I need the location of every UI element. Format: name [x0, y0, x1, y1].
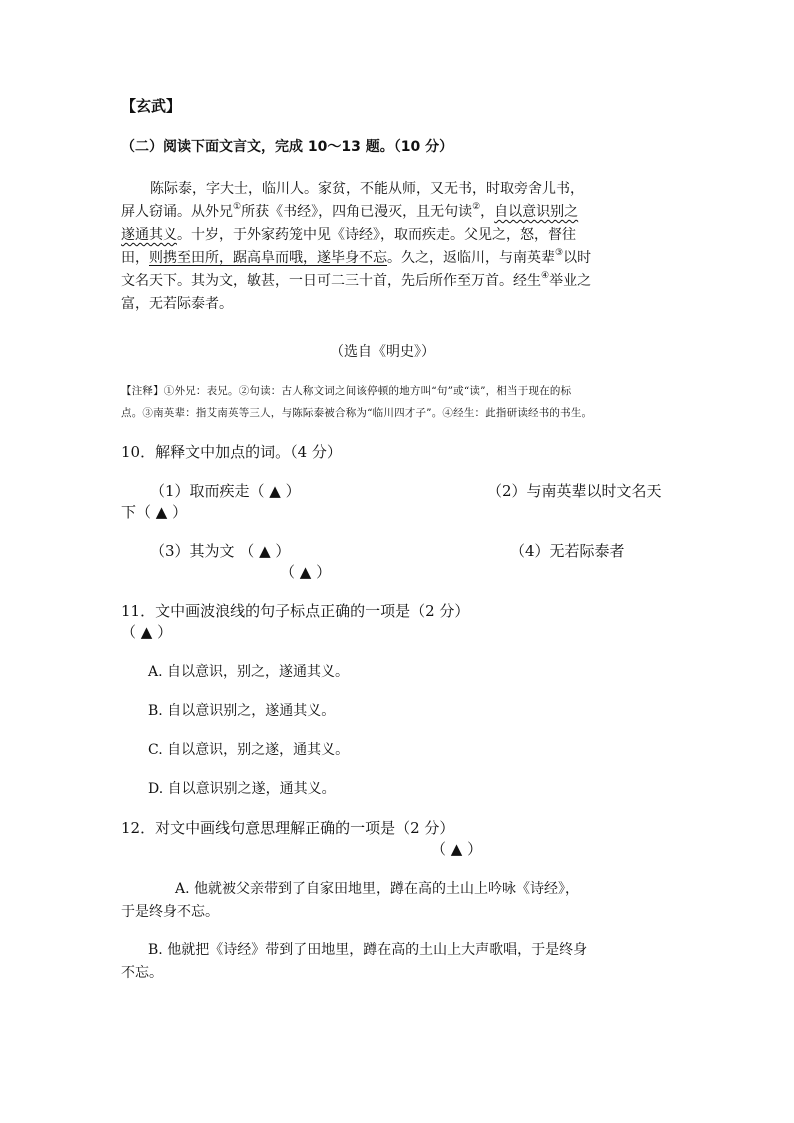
note-marker: ④	[541, 271, 550, 281]
passage-text: 举业之	[549, 273, 592, 289]
passage-text: 。久之，返临川，与南英辈	[387, 250, 555, 266]
question-11-option-d: D. 自以意识别之遂，通其义。	[148, 781, 336, 797]
question-10-item-1: （1）取而疾走（ ▲ ）	[150, 482, 301, 500]
passage-line	[121, 270, 591, 290]
passage-line	[121, 247, 591, 267]
section-heading: （二）阅读下面文言文，完成 10～13 题。（10 分）	[121, 139, 454, 155]
question-12-option-b-cont: 不忘。	[121, 965, 163, 981]
question-10-item-4: （4）无若际泰者	[510, 542, 625, 560]
wavy-underlined-sentence: 遂通其义	[121, 227, 177, 243]
question-11-option-b: B. 自以意识别之，遂通其义。	[148, 703, 336, 719]
passage-text: 以时	[563, 250, 592, 266]
question-12-answer-blank: （ ▲ ）	[431, 840, 483, 858]
question-12-stem: 12．对文中画线句意思理解正确的一项是（2 分）	[121, 819, 455, 837]
question-11-option-c: C. 自以意识，别之遂，通其义。	[148, 742, 350, 758]
passage-text: ，	[480, 204, 495, 220]
passage-line: 富，无若际泰者。	[121, 296, 233, 312]
question-12-option-a-cont: 于是终身不忘。	[121, 904, 219, 920]
passage-text: 田，	[121, 250, 149, 266]
passage-line	[121, 201, 578, 221]
passage-line	[121, 224, 576, 244]
annotation-line: 点。③南英辈：指艾南英等三人，与陈际泰被合称为“临川四才子”。④经生：此指研读经书的书生。	[121, 407, 593, 419]
passage-line: 陈际泰，字大士，临川人。家贫，不能从师，又无书，时取旁舍儿书，	[150, 181, 584, 197]
passage-text: 文名天下。其为文，敏甚，一日可二三十首，先后所作至万首。经生	[121, 273, 541, 289]
question-10-item-2: （2）与南英辈以时文名天	[487, 482, 662, 500]
passage-text: 屏人窃诵。从外兄	[121, 204, 233, 220]
region-tag: 【玄武】	[121, 97, 182, 115]
source-citation: （选自《明史》）	[330, 344, 435, 360]
question-11-option-a: A. 自以意识，别之，遂通其义。	[148, 664, 350, 680]
question-12-option-b: B. 他就把《诗经》带到了田地里，蹲在高的土山上大声歌唱，于是终身	[148, 942, 588, 958]
underlined-sentence: 则携至田所，踞高阜而哦，遂毕身不忘	[149, 250, 387, 266]
question-10-item-3: （3）其为文 （ ▲ ）	[150, 542, 291, 560]
question-11-answer-blank: （ ▲ ）	[121, 623, 173, 641]
note-marker: ③	[555, 248, 564, 258]
annotation-line: 【注释】①外兄：表兄。②句读：古人称文词之间该停顿的地方叫“句”或“读”，相当于现在的标	[121, 385, 572, 397]
wavy-underlined-sentence: 自以意识别之	[494, 204, 579, 220]
note-marker: ①	[233, 202, 242, 212]
question-12-option-a: A. 他就被父亲带到了自家田地里，蹲在高的土山上吟咏《诗经》，	[175, 881, 580, 897]
passage-text: 所获《书经》，四角已漫灭，且无句读	[241, 204, 473, 220]
question-10-item-4-blank: （ ▲ ）	[280, 563, 332, 581]
question-10-item-2-blank: 下（ ▲ ）	[121, 503, 188, 521]
question-10-stem: 10．解释文中加点的词。（4 分）	[121, 443, 342, 461]
note-marker: ②	[472, 202, 481, 212]
passage-text: 。十岁，于外家药笼中见《诗经》，取而疾走。父见之，怒，督往	[177, 227, 576, 243]
question-11-stem: 11．文中画波浪线的句子标点正确的一项是（2 分）	[121, 602, 470, 620]
